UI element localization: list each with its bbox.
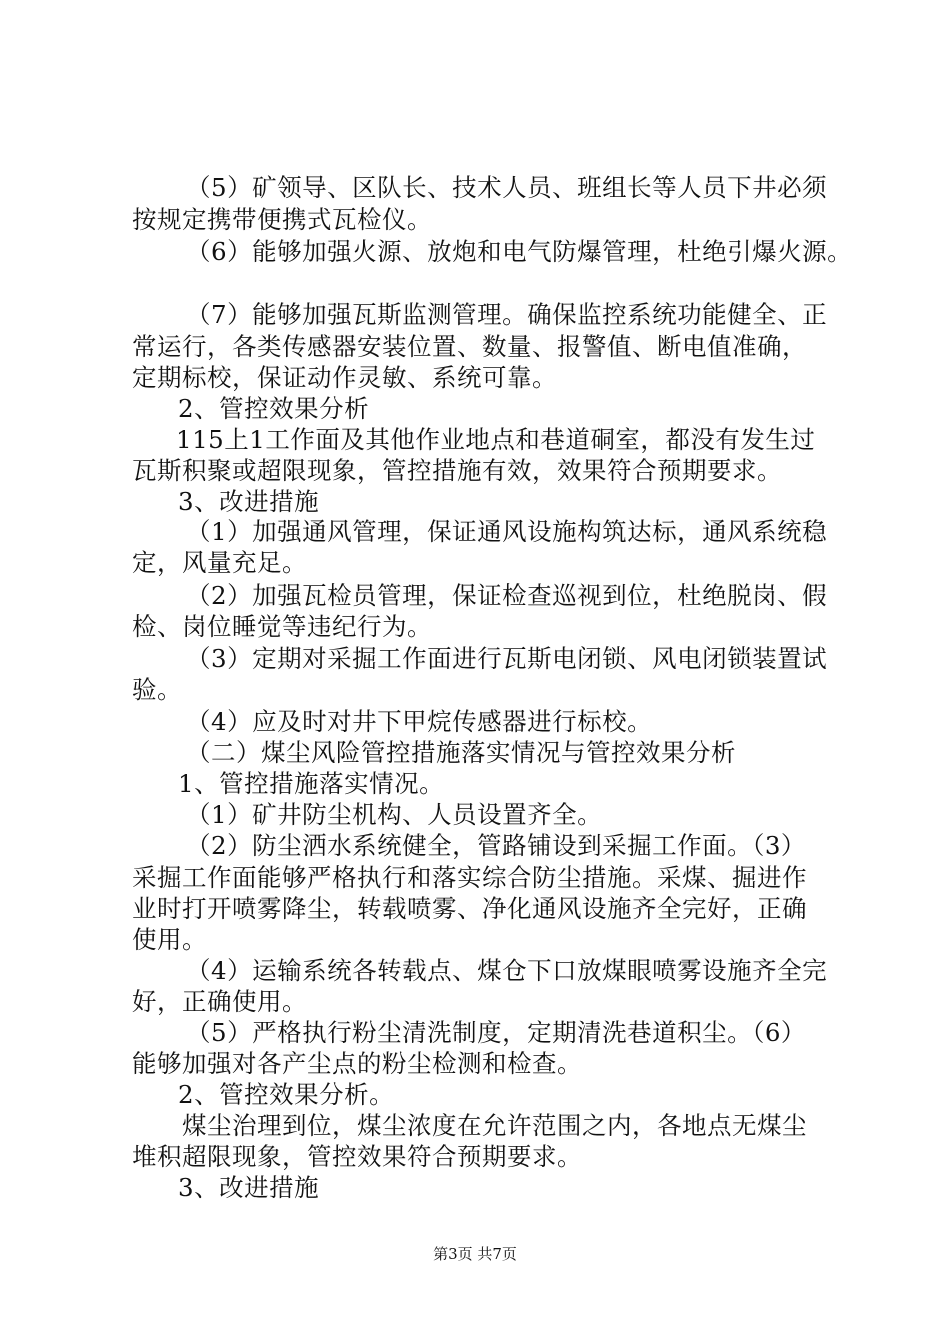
text-line: 检、岗位睡觉等违纪行为。 — [132, 612, 432, 641]
section-heading: 3、改进措施 — [178, 487, 320, 516]
text-line: 115上1工作面及其他作业地点和巷道硐室，都没有发生过 — [176, 425, 816, 454]
text-line: 瓦斯积聚或超限现象，管控措施有效，效果符合预期要求。 — [132, 456, 782, 485]
text-line: 采掘工作面能够严格执行和落实综合防尘措施。采煤、掘进作 — [132, 863, 807, 892]
text-line: （5）严格执行粉尘清洗制度，定期清洗巷道积尘。（6） — [186, 1018, 806, 1047]
page-number-footer: 第3页 共7页 — [433, 1245, 517, 1263]
text-line: （3）定期对采掘工作面进行瓦斯电闭锁、风电闭锁装置试 — [186, 644, 828, 673]
text-line: 好，正确使用。 — [132, 987, 307, 1016]
text-line: 验。 — [132, 675, 182, 704]
text-line: 堆积超限现象，管控效果符合预期要求。 — [132, 1142, 582, 1171]
section-heading: （二）煤尘风险管控措施落实情况与管控效果分析 — [186, 738, 736, 767]
section-heading: 3、改进措施 — [178, 1173, 320, 1202]
text-line: 煤尘治理到位，煤尘浓度在允许范围之内，各地点无煤尘 — [182, 1111, 807, 1140]
text-line: 业时打开喷雾降尘，转载喷雾、净化通风设施齐全完好，正确 — [132, 894, 807, 923]
text-line: 定期标校，保证动作灵敏、系统可靠。 — [132, 363, 557, 392]
text-line: （7）能够加强瓦斯监测管理。确保监控系统功能健全、正 — [186, 300, 828, 329]
text-line: （4）应及时对井下甲烷传感器进行标校。 — [186, 707, 653, 736]
text-line: 定，风量充足。 — [132, 548, 307, 577]
text-line: （1）矿井防尘机构、人员设置齐全。 — [186, 800, 603, 829]
text-line: （2）防尘洒水系统健全，管路铺设到采掘工作面。（3） — [186, 831, 806, 860]
text-line: （6）能够加强火源、放炮和电气防爆管理，杜绝引爆火源。 — [186, 237, 853, 266]
section-heading: 2、管控效果分析。 — [178, 1080, 395, 1109]
text-line: 使用。 — [132, 925, 207, 954]
section-heading: 1、管控措施落实情况。 — [178, 769, 445, 798]
text-line: （1）加强通风管理，保证通风设施构筑达标，通风系统稳 — [186, 517, 828, 546]
text-line: （2）加强瓦检员管理，保证检查巡视到位，杜绝脱岗、假 — [186, 581, 828, 610]
text-line: 能够加强对各产尘点的粉尘检测和检查。 — [132, 1049, 582, 1078]
text-line: 常运行，各类传感器安装位置、数量、报警值、断电值准确， — [132, 332, 807, 361]
section-heading: 2、管控效果分析 — [178, 394, 370, 423]
text-line: 按规定携带便携式瓦检仪。 — [132, 205, 432, 234]
text-line: （5）矿领导、区队长、技术人员、班组长等人员下井必须 — [186, 173, 828, 202]
text-line: （4）运输系统各转载点、煤仓下口放煤眼喷雾设施齐全完 — [186, 956, 828, 985]
